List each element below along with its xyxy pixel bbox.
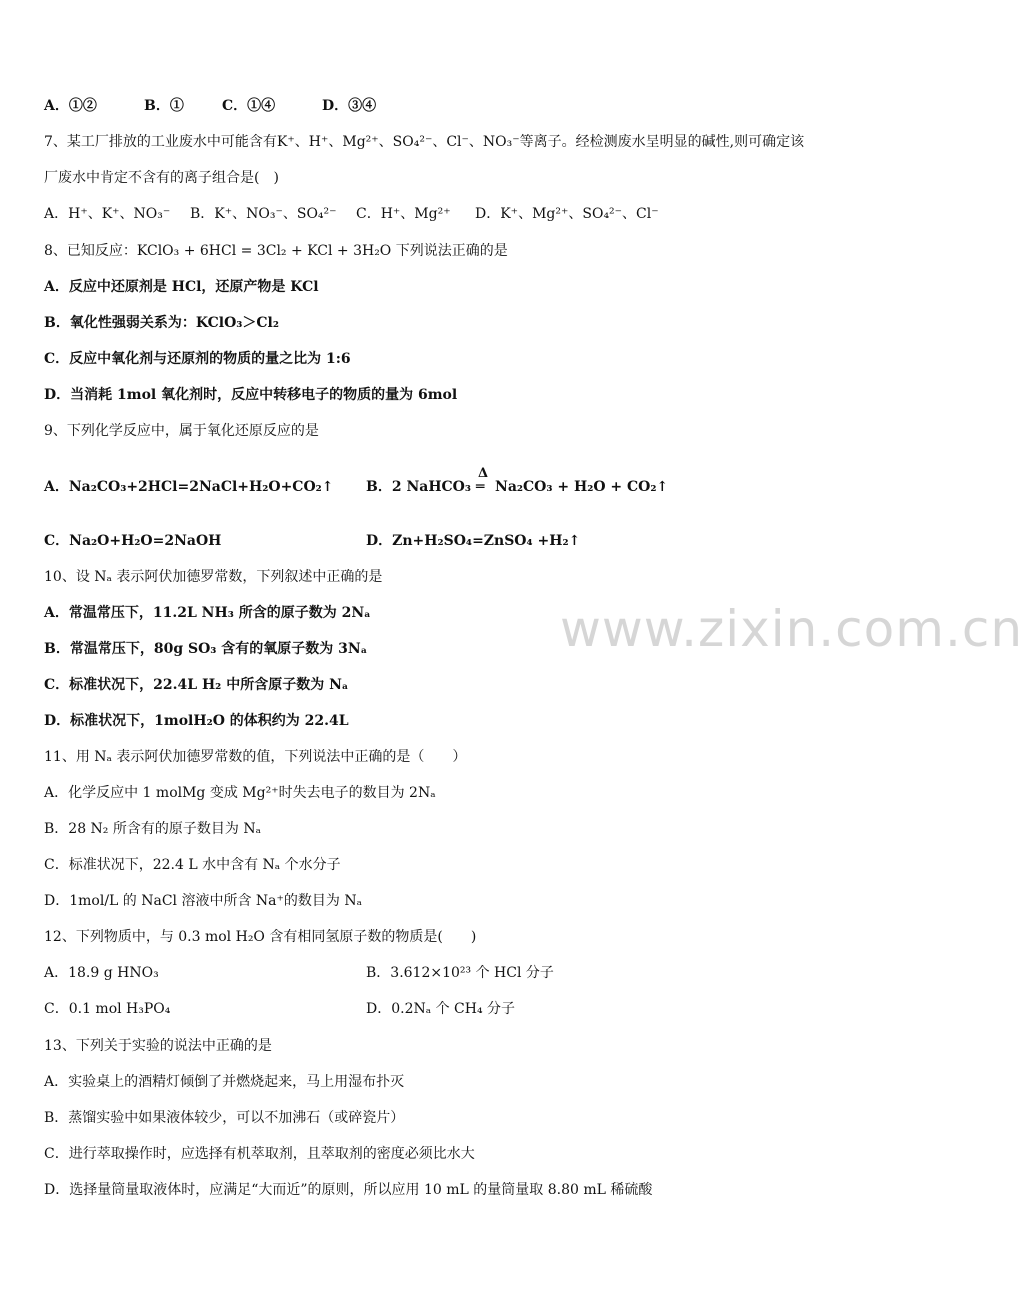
q11-stem: 11、用 Nₐ 表示阿伏加德罗常数的值，下列说法中正确的是（ ） (44, 749, 467, 765)
q8-option-a: A．反应中还原剂是 HCl，还原产物是 KCl (44, 279, 319, 295)
watermark: www.zixin.com.cn (560, 600, 1023, 658)
q12-stem: 12、下列物质中，与 0.3 mol H₂O 含有相同氢原子数的物质是( ) (44, 929, 477, 945)
q9-option-b (366, 466, 669, 497)
q11-option-c: C．标准状况下，22.4 L 水中含有 Nₐ 个水分子 (44, 857, 341, 873)
q6-option-c: C．①④ (222, 98, 276, 114)
q6-option-b: B．① (144, 98, 184, 114)
q6-option-d: D．③④ (322, 98, 377, 114)
q10-stem: 10、设 Nₐ 表示阿伏加德罗常数，下列叙述中正确的是 (44, 569, 383, 585)
q13-option-d: D．选择量筒量取液体时，应满足“大而近”的原则，所以应用 10 mL 的量筒量取 8.80 mL 稀硫酸 (44, 1182, 653, 1198)
q10-option-b: B．常温常压下，80g SO₃ 含有的氧原子数为 3Nₐ (44, 641, 368, 657)
delta-symbol: Δ (478, 466, 489, 481)
q13-option-a: A．实验桌上的酒精灯倾倒了并燃烧起来，马上用湿布扑灭 (44, 1074, 405, 1090)
q7-stem-line2: 厂废水中肯定不含有的离子组合是( ) (44, 170, 279, 186)
heat-condition-sign (475, 466, 491, 497)
q10-option-a: A．常温常压下，11.2L NH₃ 所含的原子数为 2Nₐ (44, 605, 371, 621)
q8-option-d: D．当消耗 1mol 氧化剂时，反应中转移电子的物质的量为 6mol (44, 387, 458, 403)
q10-option-c: C．标准状况下，22.4L H₂ 中所含原子数为 Nₐ (44, 677, 349, 693)
q6-option-a: A．①② (44, 98, 97, 114)
q7-option-c: C．H⁺、Mg²⁺ (356, 206, 451, 222)
q9-option-c: C．Na₂O+H₂O=2NaOH (44, 533, 222, 549)
q7-option-b: B．K⁺、NO₃⁻、SO₄²⁻ (190, 206, 337, 222)
q9-option-d: D．Zn+H₂SO₄=ZnSO₄ +H₂↑ (366, 533, 581, 549)
q12-option-c: C．0.1 mol H₃PO₄ (44, 1001, 171, 1017)
q11-option-d: D．1mol/L 的 NaCl 溶液中所含 Na⁺的数目为 Nₐ (44, 893, 363, 909)
q9-stem: 9、下列化学反应中，属于氧化还原反应的是 (44, 423, 319, 439)
q11-option-b: B．28 N₂ 所含有的原子数目为 Nₐ (44, 821, 261, 837)
q7-option-d: D．K⁺、Mg²⁺、SO₄²⁻、Cl⁻ (475, 206, 659, 222)
q7-stem-line1: 7、某工厂排放的工业废水中可能含有K⁺、H⁺、Mg²⁺、SO₄²⁻、Cl⁻、NO₃⁻等离子。经检测废水呈明显的碱性,则可确定该 (44, 134, 805, 150)
q12-option-a: A．18.9 g HNO₃ (44, 965, 159, 981)
q13-option-c: C．进行萃取操作时，应选择有机萃取剂，且萃取剂的密度必须比水大 (44, 1146, 475, 1162)
q8-stem: 8、已知反应：KClO₃ + 6HCl = 3Cl₂ + KCl + 3H₂O 下列说法正确的是 (44, 243, 508, 259)
q13-option-b: B．蒸馏实验中如果液体较少，可以不加沸石（或碎瓷片） (44, 1110, 405, 1126)
q10-option-d: D．标准状况下，1molH₂O 的体积约为 22.4L (44, 713, 349, 729)
q9-option-b-reactant: B．2 NaHCO₃ (366, 479, 472, 495)
q12-option-d: D．0.2Nₐ 个 CH₄ 分子 (366, 1001, 516, 1017)
q12-option-b: B．3.612×10²³ 个 HCl 分子 (366, 965, 554, 981)
q8-option-c: C．反应中氧化剂与还原剂的物质的量之比为 1:6 (44, 351, 351, 367)
q11-option-a: A．化学反应中 1 molMg 变成 Mg²⁺时失去电子的数目为 2Nₐ (44, 785, 436, 801)
q9-option-a: A．Na₂CO₃+2HCl=2NaCl+H₂O+CO₂↑ (44, 479, 334, 495)
equals-sign: ═ (476, 479, 485, 495)
q7-option-a: A．H⁺、K⁺、NO₃⁻ (44, 206, 171, 222)
q9-option-b-products: Na₂CO₃ + H₂O + CO₂↑ (495, 479, 669, 495)
q8-option-b: B．氧化性强弱关系为：KClO₃＞Cl₂ (44, 315, 280, 331)
q13-stem: 13、下列关于实验的说法中正确的是 (44, 1038, 272, 1054)
